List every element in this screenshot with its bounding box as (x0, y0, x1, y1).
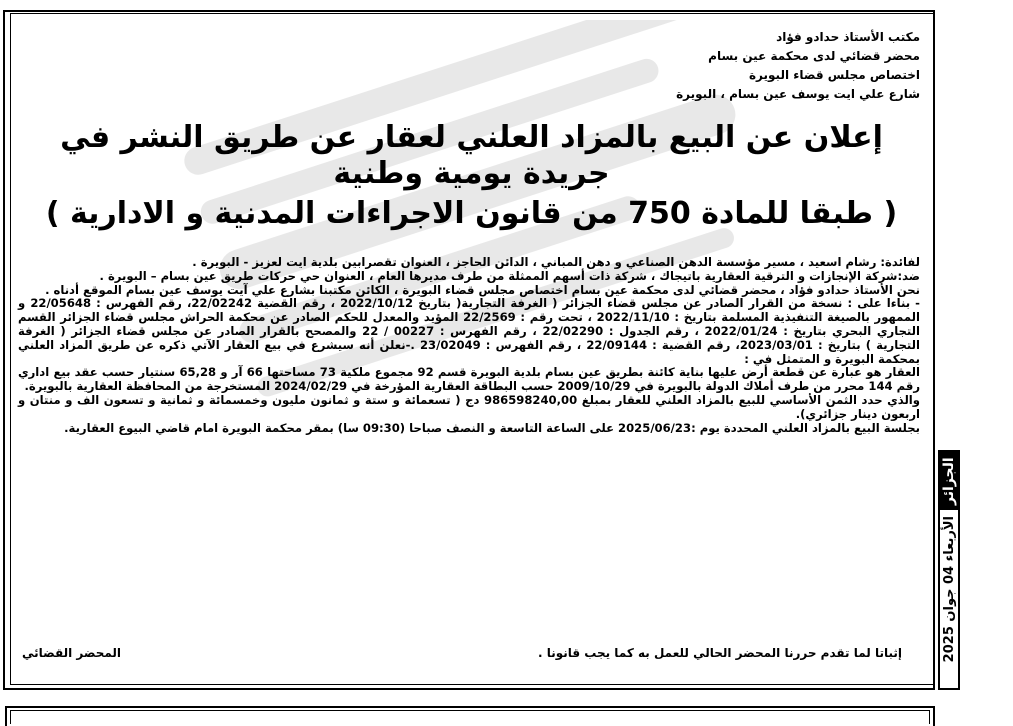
office-name: مكتب الأستاذ حدادو فؤاد (776, 30, 920, 44)
debtor-paragraph: ضد:شركة الإنجازات و الترقية العقارية باتيجاك ، شركة ذات أسهم الممثلة من طرف مديرها العام ، العنوان حي حركات طريق عين بسام – البويرة . (99, 268, 920, 283)
newspaper-sidebar (938, 450, 960, 690)
bailiff-office-header (676, 28, 920, 104)
newspaper-brand: الجزائر (940, 452, 958, 510)
bailiff-paragraph: نحن الأستاذ حدادو فؤاد ، محضر قضائي لدى محكمة عين بسام اختصاص مجلس قضاء البويرة ، الكائن مكتبنا بشارع علي آيت يوسف عين بسام الموقع أدناه . (45, 282, 920, 297)
announcement-title (20, 120, 923, 232)
signature-label: المحضر القضائي (22, 646, 122, 660)
base-price-paragraph: والذي حدد الثمن الأساسي للبيع بالمزاد العلني للعقار بمبلغ 986598240,00 دج ( تسعمائة و ستة و ثمانون مليون وخمسمائة و ثمانية و تسعون الف و منتان و اربعون دينار جزائري). (18, 392, 920, 421)
auction-session-paragraph: بجلسة البيع بالمزاد العلني المحددة يوم :2025/06/23 على الساعة التاسعة و النصف صباحا (09:30 سا) بمقر محكمة البويرة امام قاضي البيوع العقارية. (64, 420, 920, 435)
title-main: إعلان عن البيع بالمزاد العلني لعقار عن طريق النشر في جريدة يومية وطنية (60, 120, 883, 191)
office-address: شارع علي ايت يوسف عين بسام ، البويرة (676, 87, 920, 101)
publication-date: الأربعاء 04 جوان 2025 (941, 516, 957, 663)
closing-statement: إثباتا لما تقدم حررنا المحضر الحالي للعمل به كما يجب قانونا . (537, 646, 902, 660)
legal-basis-paragraph: - بناءا على : نسخة من القرار الصادر عن مجلس قضاء الجزائر ( الغرفة التجارية( بتاريخ 2022/10/12 ، رقم القضية 22/02242، رقم الفهرس : 22/05648 و الممهور بالصيغة التنفيذية المسلمة بتاريخ : 2022/11/10 ، تحت رقم : 22/2569 المؤيد والمعدل للحكم الصادر عن محكمة الحراش مجلس قضاء الجزائر القسم التجاري البحري بتاريخ : 2022/01/24 ، رقم الجدول : 22/02290 ، رقم الفهرس : 00227 / 22 والمصحح بالقرار الصادر عن مجلس قضاء الجزائر ( الغرفة التجارية ) بتاريخ : 2023/03/01، رقم القضية : 22/09144 ، رقم الفهرس : 23/02049 .-نعلن أنه سيشرع في بيع العقار الآتي ذكره عن طريق المزاد العلني بمحكمة البويرة و المتمثل في : (18, 296, 920, 366)
office-jurisdiction: اختصاص مجلس قضاء البويرة (748, 68, 920, 82)
announcement-body (18, 256, 920, 435)
property-description-paragraph: العقار هو عبارة عن قطعة أرض عليها بناية كائنة بطريق عين بسام بلدية البويرة قسم 92 مجموع ملكية 73 مساحتها 66 آر و 65,28 سنتيار حسب عقد بيع اداري رقم 144 محرر من طرف أملاك الدولة بالبويرة في 2009/10/29 حسب البطاقة العقارية المؤرخة في 2024/02/29 المستخرجة من المحافظة العقارية بالبويرة. (18, 365, 921, 394)
beneficiary-paragraph: لفائدة: رشام اسعيد ، مسير مؤسسة الدهن الصناعي و دهن المباني ، الدائن الحاجز ، العنوان تقصرابين بلدية ايت لعزيز - البويرة . (192, 255, 920, 269)
next-ad-inner-border (10, 710, 930, 724)
announcement-footer (22, 646, 902, 660)
title-legal-reference: ( طبقا للمادة 750 من قانون الاجراءات المدنية و الادارية ) (45, 196, 898, 231)
office-role: محضر قضائي لدى محكمة عين بسام (708, 49, 920, 63)
